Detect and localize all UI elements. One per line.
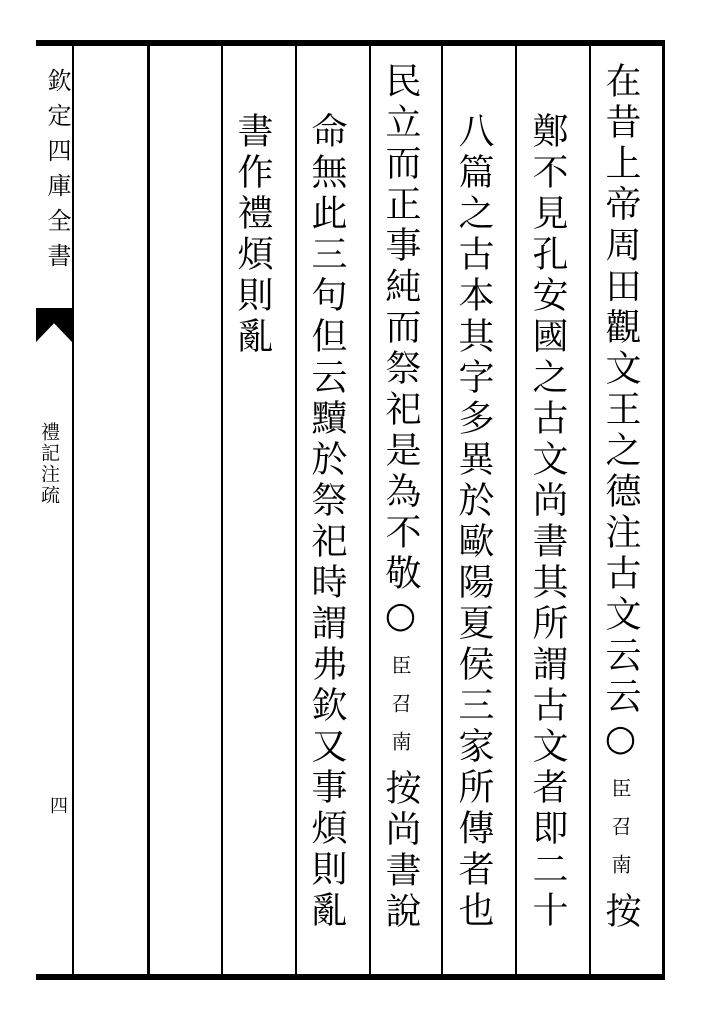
column-rule [515, 46, 517, 974]
column-rule [369, 46, 371, 974]
annotator-note: 臣召南 [388, 655, 412, 769]
column-rule [441, 46, 443, 974]
column-rule [147, 46, 150, 974]
page-frame [36, 40, 664, 980]
text-column-1 [601, 62, 639, 972]
column-rule [221, 46, 223, 974]
page-number: 四 [47, 796, 68, 814]
text-column-2 [528, 112, 566, 972]
text-column-4 [381, 62, 419, 972]
column-rule [295, 46, 297, 974]
text-column-6 [233, 112, 271, 972]
column-text: 命無此三句但云黷於祭祀時謂弗欽又事煩則亂 [306, 112, 347, 932]
column-tail: 按尚書說 [380, 769, 421, 933]
collection-title: 欽定四庫全書 [43, 68, 71, 278]
text-column-5 [307, 112, 345, 972]
column-rule [589, 46, 591, 974]
column-text: 八篇之古本其字多異於歐陽夏侯三家所傳者也 [453, 112, 494, 932]
margin-rule [72, 46, 74, 974]
column-tail: 按 [600, 892, 641, 933]
column-text: 鄭不見孔安國之古文尚書其所謂古文者即二十 [527, 112, 568, 932]
column-text: 書作禮煩則亂 [232, 112, 273, 358]
outer-right-rule [662, 40, 665, 980]
annotator-note: 臣召南 [608, 778, 632, 892]
column-text: 民立而正事純而祭祀是為不敬○ [380, 62, 421, 641]
text-column-3 [454, 112, 492, 972]
book-title: 禮記注疏 [38, 422, 60, 506]
column-text: 在昔上帝周田觀文王之德注古文云云○ [600, 62, 641, 764]
